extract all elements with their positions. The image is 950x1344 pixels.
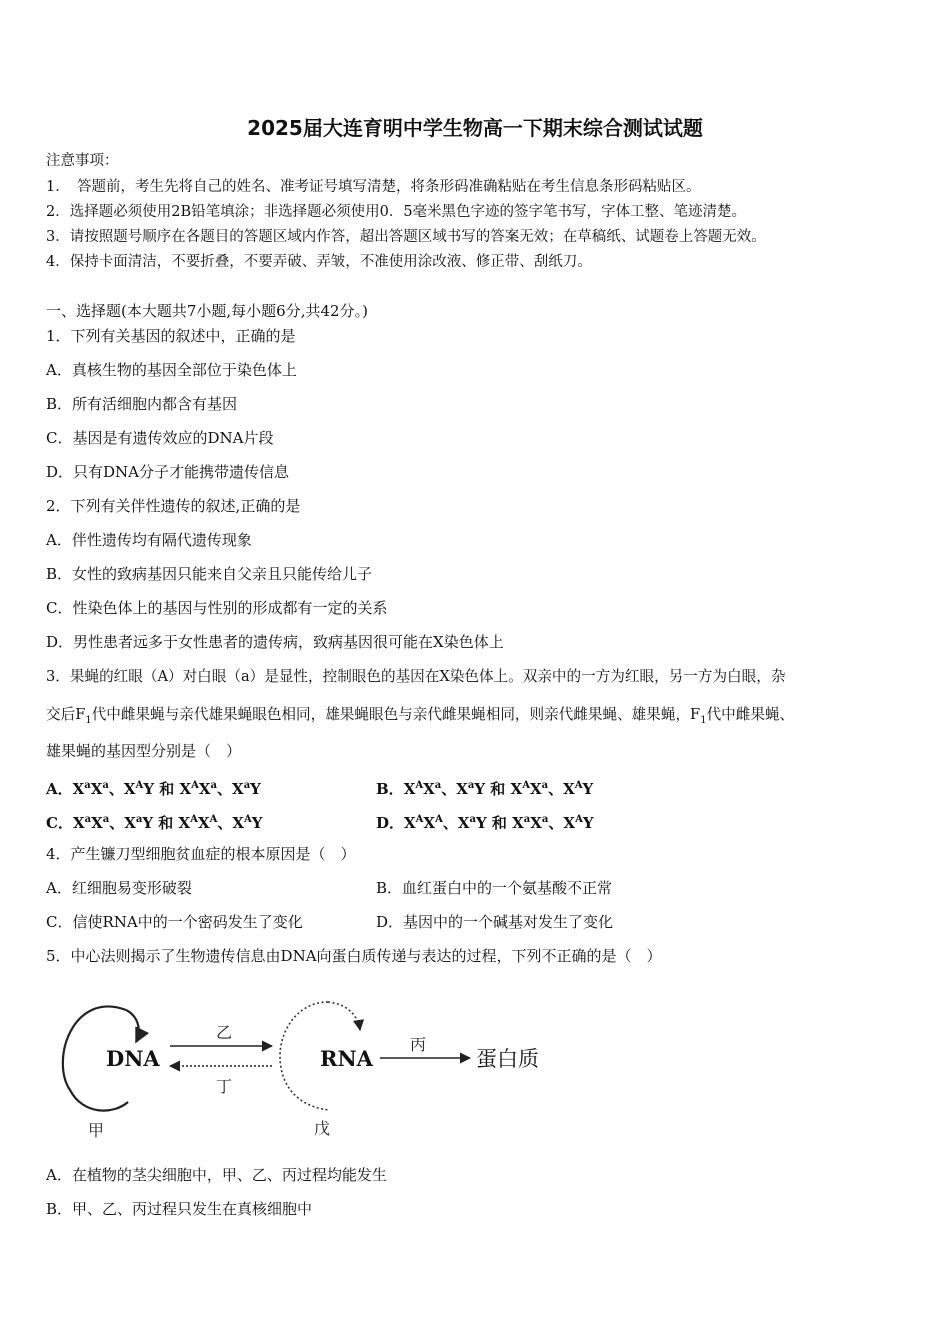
notice-item-1: 1． 答题前，考生先将自己的姓名、准考证号填写清楚，将条形码准确粘贴在考生信息条形码粘贴区。 (46, 179, 701, 195)
q4-option-d: D．基因中的一个碱基对发生了变化 (376, 913, 614, 931)
q4-option-c: C．信使RNA中的一个密码发生了变化 (46, 913, 303, 931)
notice-item-4: 4．保持卡面清洁，不要折叠，不要弄破、弄皱，不准使用涂改液、修正带、刮纸刀。 (46, 254, 592, 270)
q2-option-d: D．男性患者远多于女性患者的遗传病，致病基因很可能在X染色体上 (46, 633, 504, 651)
q1-option-d: D．只有DNA分子才能携带遗传信息 (46, 463, 290, 481)
bing-label: 丙 (410, 1035, 427, 1054)
q2-option-c: C．性染色体上的基因与性别的形成都有一定的关系 (46, 599, 388, 617)
q1-option-c: C．基因是有遗传效应的DNA片段 (46, 429, 274, 447)
protein-label: 蛋白质 (476, 1047, 539, 1071)
rna-label: RNA (320, 1046, 373, 1071)
ding-label: 丁 (216, 1077, 233, 1096)
notice-heading: 注意事项： (46, 153, 119, 169)
q5-option-b: B．甲、乙、丙过程只发生在真核细胞中 (46, 1200, 313, 1218)
q3-option-b: B．$X^AX^a$、$X^aY$ 和 $X^AX^a$、$X^AY$ (376, 780, 594, 798)
q2-option-a: A．伴性遗传均有隔代遗传现象 (46, 531, 252, 549)
page-title: 2025届大连育明中学生物高一下期末综合测试试题 (247, 116, 703, 140)
yi-label: 乙 (216, 1023, 233, 1042)
q2-option-b: B．女性的致病基因只能来自父亲且只能传给儿子 (46, 565, 373, 583)
q3-option-a: A．$X^aX^a$、$X^AY$ 和 $X^AX^a$、$X^aY$ (46, 780, 261, 798)
dna-label: DNA (106, 1046, 160, 1071)
q3-stem-line1: 3．果蝇的红眼（A）对白眼（a）是显性，控制眼色的基因在X染色体上。双亲中的一方为红眼，另一方为白眼，杂 (46, 668, 786, 685)
q2-stem: 2．下列有关伴性遗传的叙述,正确的是 (46, 497, 301, 515)
q3-stem-line3: 雄果蝇的基因型分别是（ ） (46, 742, 242, 760)
q3-option-c: C．$X^aX^a$、$X^aY$ 和 $X^AX^A$、$X^AY$ (46, 814, 263, 832)
q4-stem: 4．产生镰刀型细胞贫血症的根本原因是（ ） (46, 845, 356, 863)
q5-stem: 5．中心法则揭示了生物遗传信息由DNA向蛋白质传递与表达的过程，下列不正确的是（ ） (46, 947, 662, 965)
replication-loop-head (126, 1010, 139, 1042)
jia-label: 甲 (88, 1121, 105, 1140)
central-dogma-diagram (58, 990, 578, 1140)
section-heading: 一、选择题(本大题共7小题,每小题6分,共42分。) (46, 302, 368, 320)
q5-option-a: A．在植物的茎尖细胞中，甲、乙、丙过程均能发生 (46, 1166, 387, 1184)
q4-option-a: A．红细胞易变形破裂 (46, 879, 192, 897)
notice-item-2: 2．选择题必须使用2B铅笔填涂；非选择题必须使用0．5毫米黑色字迹的签字笔书写，字体工整、笔迹清楚。 (46, 204, 747, 220)
notice-item-3: 3．请按照题号顺序在各题目的答题区域内作答，超出答题区域书写的答案无效；在草稿纸、试题卷上答题无效。 (46, 229, 766, 245)
rna-replication-loop-head (328, 1002, 360, 1030)
wu-label: 戊 (314, 1119, 331, 1138)
q1-option-b: B．所有活细胞内都含有基因 (46, 395, 238, 413)
q1-option-a: A．真核生物的基因全部位于染色体上 (46, 361, 297, 379)
q3-option-d: D．$X^AX^A$、$X^aY$ 和 $X^aX^a$、$X^AY$ (376, 814, 594, 832)
q3-stem-line2: 交后$F_1$代中雌果蝇与亲代雄果蝇眼色相同，雄果蝇眼色与亲代雌果蝇相同，则亲代雌果蝇、雄果蝇，$F_1$代中雌果蝇、 (46, 706, 795, 726)
q1-stem: 1．下列有关基因的叙述中，正确的是 (46, 327, 296, 345)
q4-option-b: B．血红蛋白中的一个氨基酸不正常 (376, 879, 613, 897)
